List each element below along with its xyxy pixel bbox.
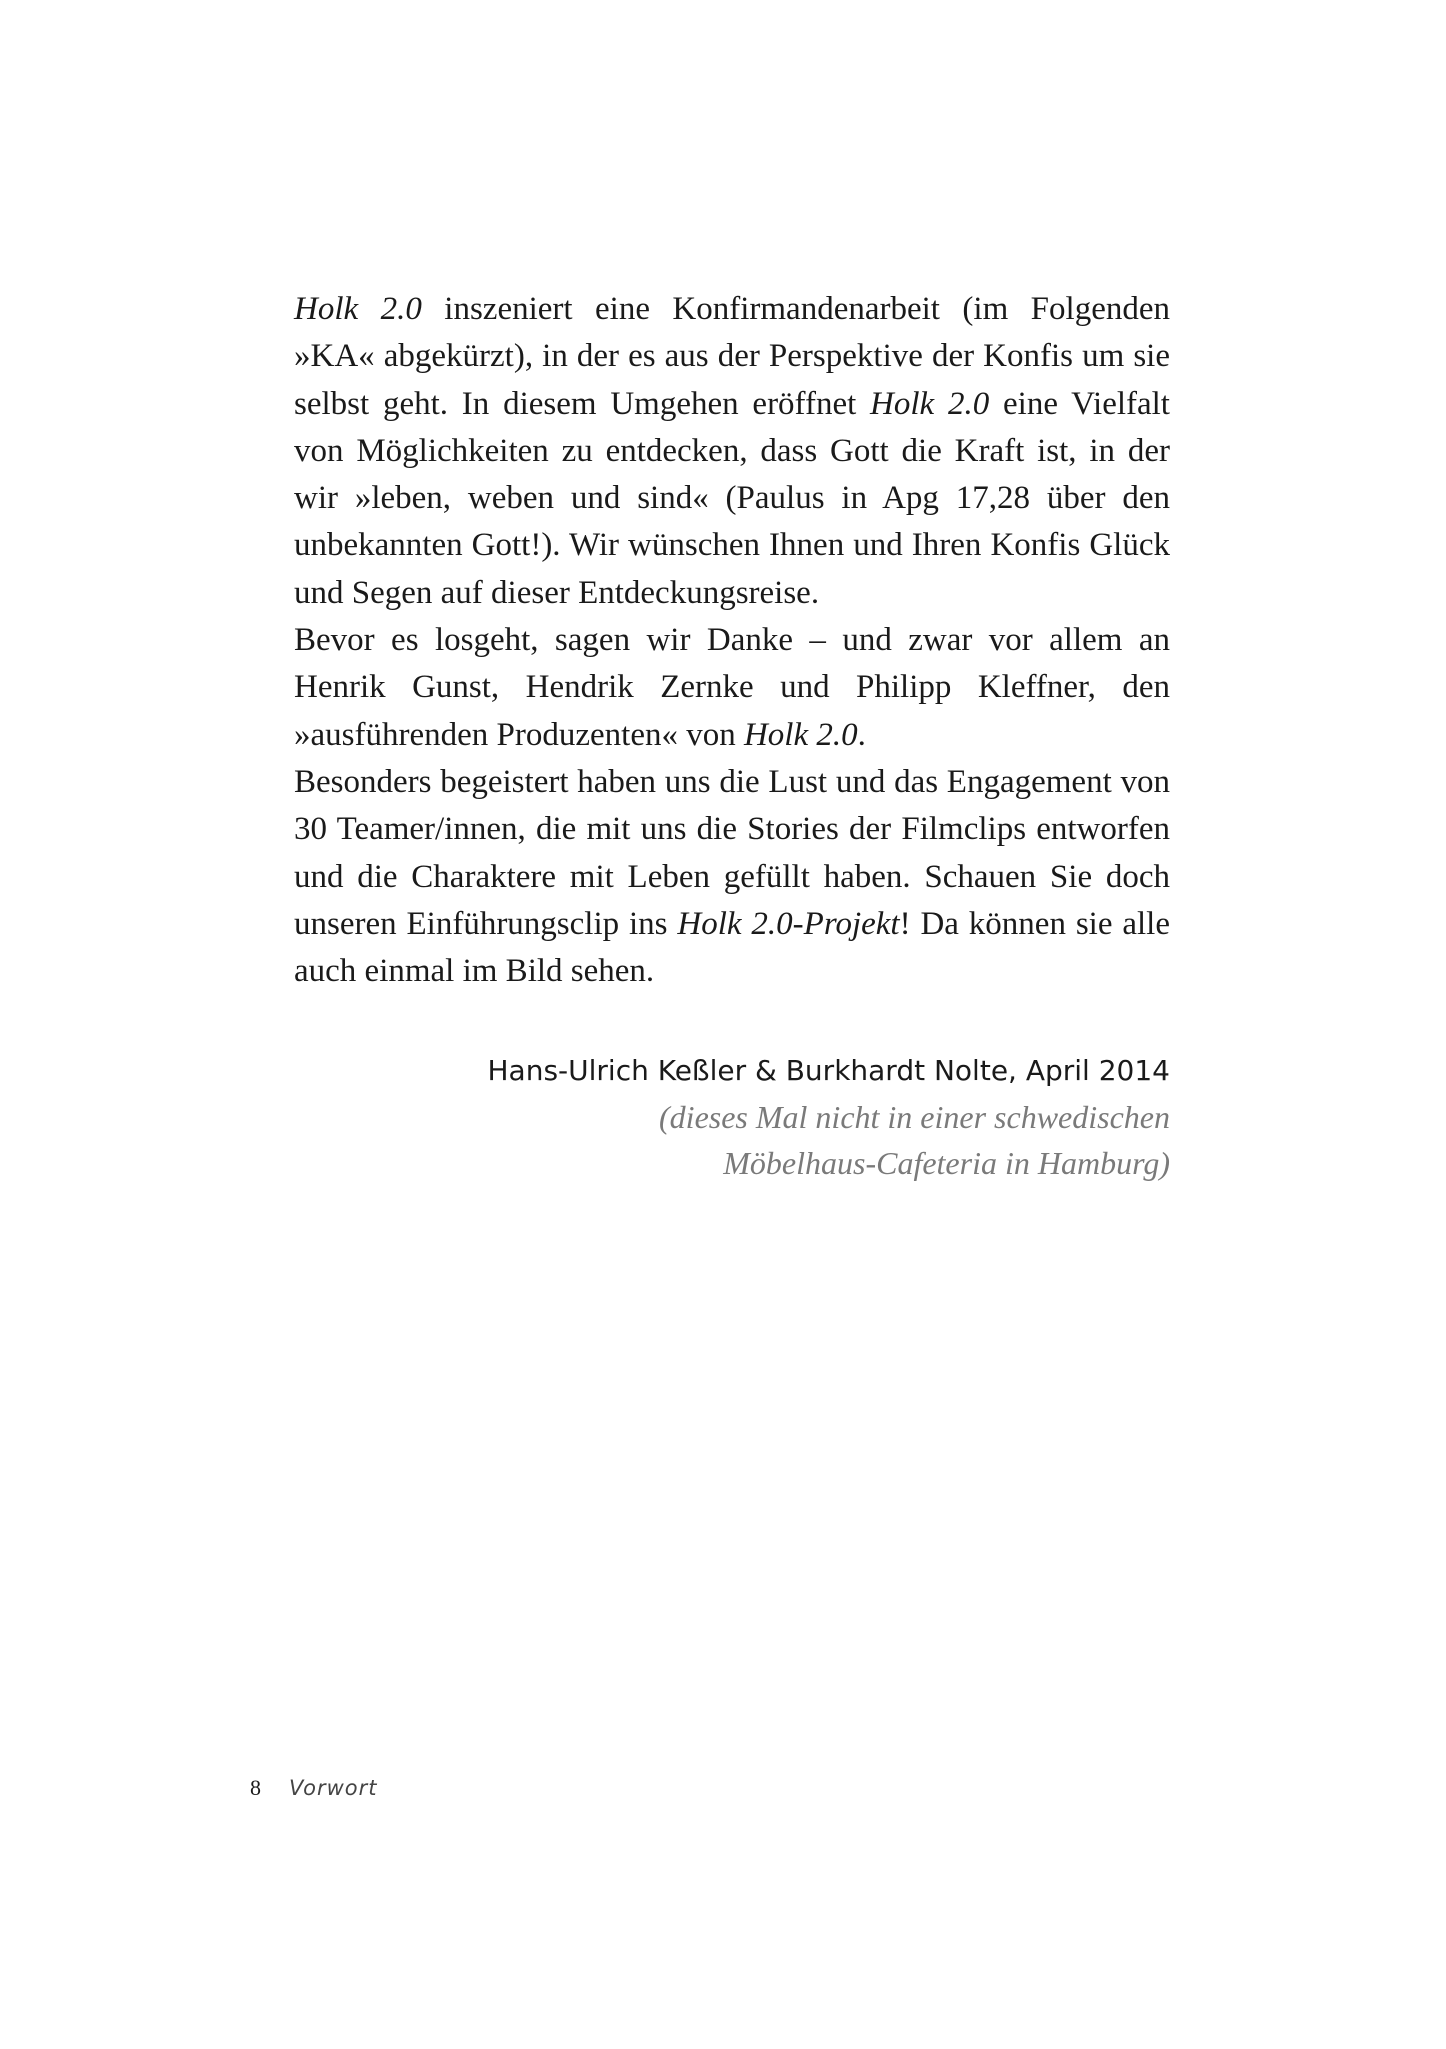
title-reference: Holk 2.0 [870, 385, 990, 422]
paragraph-teamers [294, 759, 1170, 995]
title-reference: Holk 2.0 [294, 291, 422, 327]
paragraph-text: ! Da können sie alle auch einmal im Bild sehen. [294, 905, 1170, 990]
page-number: 8 [250, 1775, 261, 1800]
signature-authors: Hans-Ulrich Keßler & Burkhardt Nolte, April 2014 [487, 1054, 1170, 1087]
paragraph-text: inszeniert eine Konfirmandenarbeit (im Folgenden »KA« abgekürzt), in der es aus der Perspektive der Konfis um sie selbst geht. In diesem Umgehen eröffnet [294, 291, 1170, 422]
paragraph-text: . [857, 716, 866, 753]
signature-note-line-2: Möbelhaus-Cafeteria in Hamburg) [723, 1145, 1170, 1181]
paragraph-text: eine Vielfalt von Möglichkeiten zu entdecken, dass Gott die Kraft ist, in der wir »leben, weben und sind« (Paulus in Apg 17,28 über den unbekannten Gott!). Wir wünschen Ihnen und Ihren Konfis Glück und Segen auf dieser Entdeckungsreise. [294, 385, 1170, 611]
title-reference: Holk 2.0-Projekt [677, 905, 900, 942]
page-footer [250, 1775, 378, 1801]
signature-block [270, 1048, 1170, 1186]
paragraph-text: Bevor es losgeht, sagen wir Danke – und zwar vor allem an Henrik Gunst, Hendrik Zernke und Philipp Kleffner, den »ausführenden Produzenten« von [294, 622, 1170, 753]
body-text [294, 286, 1170, 995]
paragraph-thanks [294, 617, 1170, 759]
paragraph-text: Besonders begeistert haben uns die Lust und das Engagement von 30 Teamer/innen, die mit uns die Stories der Filmclips entworfen und die Charaktere mit Leben gefüllt haben. Schauen Sie doch unseren Einführungsclip ins [294, 763, 1170, 942]
title-reference: Holk 2.0 [743, 716, 858, 753]
paragraph-intro [294, 286, 1170, 617]
signature-note-line-1: (dieses Mal nicht in einer schwedischen [659, 1099, 1170, 1135]
running-section-title: Vorwort [289, 1776, 378, 1800]
